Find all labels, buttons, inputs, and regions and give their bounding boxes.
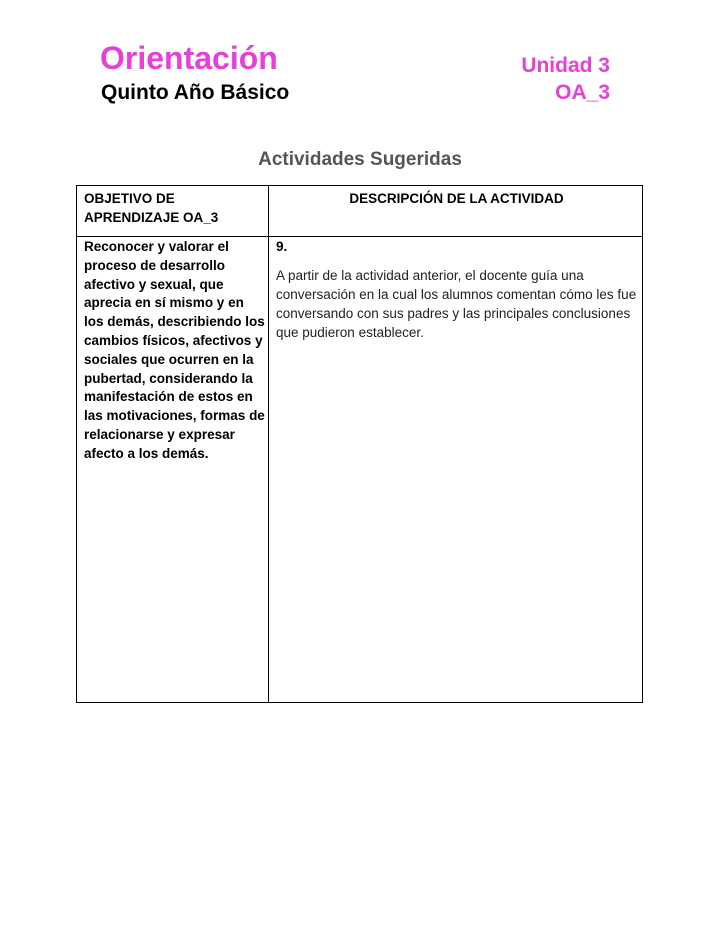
- unit-label: Unidad 3: [521, 54, 610, 77]
- table-row-divider: [77, 236, 642, 237]
- objective-text: Reconocer y valorar el proceso de desarrollo afectivo y sexual, que aprecia en sí mismo y en los demás, describiendo los cambios físicos, afectivos y sociales que ocurren en la pubertad, considerando la manifestación de estos en las motivaciones, formas de relacionarse y expresar afecto a los demás.: [84, 239, 265, 461]
- activities-table: [76, 185, 643, 703]
- activity-description: A partir de la actividad anterior, el docente guía una conversación en la cual los alumnos comentan cómo les fue conversando con sus padres y las principales conclusiones que pudieron establecer.: [276, 268, 637, 340]
- document-title: Orientación: [100, 40, 278, 76]
- section-title: Actividades Sugeridas: [258, 149, 462, 170]
- objective-column-header: OBJETIVO DE APRENDIZAJE OA_3: [84, 191, 219, 225]
- objective-code: OA_3: [555, 81, 610, 104]
- description-column-header: DESCRIPCIÓN DE LA ACTIVIDAD: [349, 191, 564, 206]
- grade-subtitle: Quinto Año Básico: [101, 81, 290, 104]
- table-column-divider: [268, 186, 269, 702]
- activity-number: 9.: [276, 239, 288, 254]
